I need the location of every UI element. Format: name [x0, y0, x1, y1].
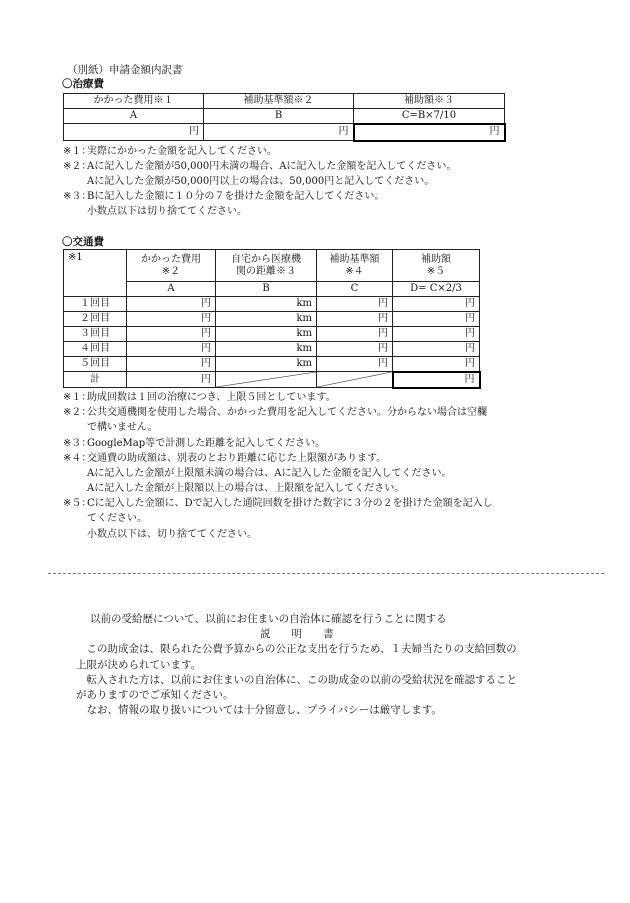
subsidy-field[interactable]: 円 — [393, 312, 480, 327]
table-row — [64, 327, 480, 342]
row-label: ３回目 — [64, 327, 127, 342]
treatment-note: ※３：Bに記入した金額に１０分の７を掛けた金額を記入してください。 — [63, 191, 385, 202]
explanation-paragraph: 転入された方は、以前にお住まいの自治体に、この助成金の以前の受給状況を確認すること — [76, 674, 517, 686]
row-label: ５回目 — [64, 357, 127, 372]
row-label: ４回目 — [64, 342, 127, 357]
treatment-header-subsidy: 補助額※３ — [354, 94, 505, 109]
treatment-heading: 〇治療費 — [62, 78, 104, 90]
total-row — [64, 372, 480, 388]
explanation-paragraph: がありますのでご承知ください。 — [76, 689, 234, 701]
treatment-note: ※１：実際にかかった金額を記入してください。 — [63, 146, 277, 157]
transport-note: Aに記入した金額が上限額以上の場合は、上限額を記入してください。 — [87, 483, 405, 494]
cut-line-divider — [48, 573, 604, 574]
cost-field[interactable]: 円 — [127, 297, 216, 312]
treatment-table — [63, 93, 506, 142]
subsidy-field[interactable]: 円 — [393, 327, 480, 342]
cost-field[interactable]: 円 — [127, 312, 216, 327]
page-title: （別紙）申請金額内訳書 — [67, 64, 183, 76]
explanation-paragraph: この助成金は、限られた公費予算からの公正な支出を行うため、１夫婦当たりの支給回数の — [76, 643, 517, 655]
treatment-base-field[interactable]: 円 — [204, 124, 354, 141]
transport-note: 小数点以下は、切り捨ててください。 — [87, 529, 257, 540]
transport-sub-a: A — [127, 282, 216, 297]
explanation-paragraph: 上限が決められています。 — [76, 659, 202, 671]
transport-heading: 〇交通費 — [62, 236, 104, 248]
base-field[interactable]: 円 — [317, 327, 393, 342]
base-field[interactable]: 円 — [317, 342, 393, 357]
treatment-header-cost: かかった費用※１ — [64, 94, 204, 109]
distance-field[interactable]: km — [216, 297, 317, 312]
cost-field[interactable]: 円 — [127, 327, 216, 342]
transport-sub-c: C — [317, 282, 393, 297]
transport-note: で構いません。 — [87, 422, 158, 433]
transport-header-cost: かかった費用 ※２ — [127, 250, 216, 282]
blank-cell — [216, 372, 317, 388]
diagonal-line — [216, 372, 316, 387]
treatment-sub-b: B — [204, 109, 354, 124]
cost-field[interactable]: 円 — [127, 357, 216, 372]
transport-table — [63, 249, 481, 389]
transport-header-base: 補助基準額 ※４ — [317, 250, 393, 282]
treatment-note: ※２：Aに記入した金額が50,000円未満の場合、Aに記入した金額を記入してください。 — [63, 161, 457, 172]
distance-field[interactable]: km — [216, 342, 317, 357]
transport-note: ※５：Cに記入した金額に、Dで記入した通院回数を掛けた数字に３分の２を掛けた金額を記入し — [63, 498, 493, 509]
transport-note: Aに記入した金額が上限額未満の場合は、Aに記入した金額を記入してください。 — [87, 468, 452, 479]
explanation-intro: 以前の受給歴について、以前にお住まいの自治体に確認を行うことに関する — [90, 613, 447, 625]
treatment-subsidy-field[interactable]: 円 — [354, 124, 505, 141]
transport-header-count: ※1 — [64, 250, 127, 297]
transport-header-distance: 自宅から医療機 関の距離※３ — [216, 250, 317, 282]
explanation-paragraph: なお、情報の取り扱いについては十分留意し、プライバシーは厳守します。 — [76, 704, 442, 716]
treatment-cost-field[interactable]: 円 — [64, 124, 204, 141]
treatment-note: 小数点以下は切り捨ててください。 — [87, 206, 247, 217]
table-row — [64, 312, 480, 327]
treatment-note: Aに記入した金額が50,000円以上の場合は、50,000円と記入してください。 — [87, 176, 435, 187]
transport-note: ※４：交通費の助成額は、別表のとおり距離に応じた上限額があります。 — [63, 453, 387, 464]
table-row — [64, 297, 480, 312]
transport-note: ※１：助成回数は１回の治療につき、上限５回としています。 — [63, 392, 336, 403]
treatment-header-base: 補助基準額※２ — [204, 94, 354, 109]
subsidy-field[interactable]: 円 — [393, 357, 480, 372]
distance-field[interactable]: km — [216, 312, 317, 327]
subsidy-field[interactable]: 円 — [393, 297, 480, 312]
transport-note: ※２：公共交通機関を使用した場合、かかった費用を記入してください。分からない場合は空欄 — [63, 407, 487, 418]
distance-field[interactable]: km — [216, 357, 317, 372]
subsidy-field[interactable]: 円 — [393, 342, 480, 357]
diagonal-line — [317, 372, 392, 387]
explanation-title: 説 明 書 — [260, 628, 334, 640]
table-row — [64, 342, 480, 357]
table-row — [64, 357, 480, 372]
transport-header-subsidy: 補助額 ※５ — [393, 250, 480, 282]
total-label: 計 — [64, 372, 127, 388]
transport-sub-b: B — [216, 282, 317, 297]
distance-field[interactable]: km — [216, 327, 317, 342]
base-field[interactable]: 円 — [317, 297, 393, 312]
row-label: １回目 — [64, 297, 127, 312]
transport-note: ※３：GoogleMap等で計測した距離を記入してください。 — [63, 438, 326, 449]
treatment-sub-a: A — [64, 109, 204, 124]
treatment-sub-c: C=B×7/10 — [354, 109, 505, 124]
total-subsidy-field[interactable]: 円 — [393, 372, 480, 388]
blank-cell — [317, 372, 393, 388]
base-field[interactable]: 円 — [317, 357, 393, 372]
transport-sub-d: D= C×2/3 — [393, 282, 480, 297]
row-label: ２回目 — [64, 312, 127, 327]
cost-field[interactable]: 円 — [127, 342, 216, 357]
total-cost-field[interactable]: 円 — [127, 372, 216, 388]
transport-note: てください。 — [87, 513, 147, 524]
base-field[interactable]: 円 — [317, 312, 393, 327]
